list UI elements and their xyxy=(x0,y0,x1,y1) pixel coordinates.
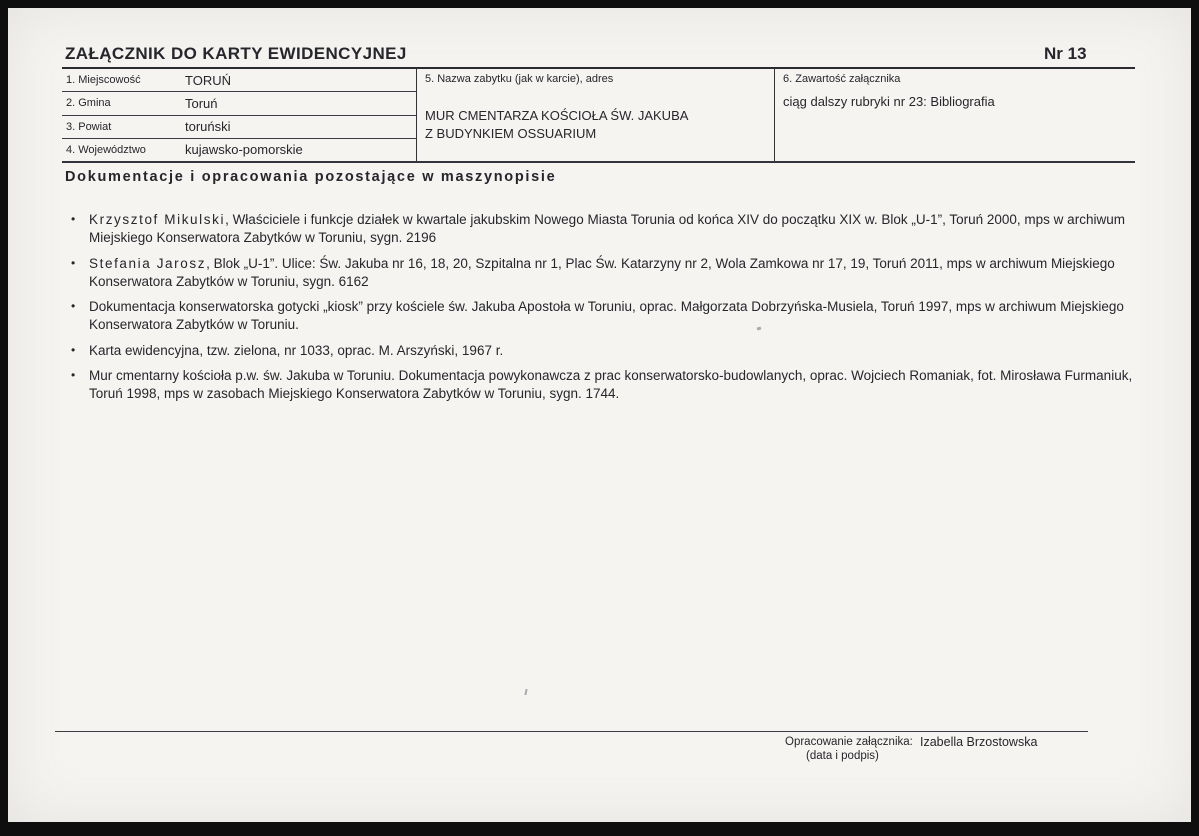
item-text: , Blok „U-1”. Ulice: Św. Jakuba nr 16, 18, 20, Szpitalna nr 1, Plac Św. Katarzyny nr 2, Wola Zamkowa nr 17, 19, Toruń 2011, mps w archiwum Miejskiego Konserwatora Zabytków w Toruniu, sygn. 6162 xyxy=(89,255,1115,289)
field-label: 5. Nazwa zabytku (jak w karcie), adres xyxy=(425,73,614,85)
item-author: Stefania Jarosz xyxy=(89,255,207,271)
field-value: Toruń xyxy=(185,95,218,111)
field-label: 3. Powiat xyxy=(66,120,112,133)
field-attachment-contents xyxy=(775,69,1135,161)
bullet-icon: • xyxy=(71,299,76,313)
item-text: , Właściciele i funkcje działek w kwartale jakubskim Nowego Miasta Torunia od końca XIV do początku XIX w. Blok „U-1”, Toruń 2000, mps w archiwum Miejskiego Konserwatora Zabytków w Toruniu, sygn. 2196 xyxy=(89,212,1125,245)
bibliography-item xyxy=(70,211,1136,247)
bullet-icon: • xyxy=(71,212,76,226)
field-label: 4. Województwo xyxy=(66,143,146,156)
field-value: toruński xyxy=(185,119,231,135)
field-miejscowosc xyxy=(62,69,416,92)
footer-label: Opracowanie załącznika: xyxy=(785,736,913,748)
bibliography-item xyxy=(70,367,1136,403)
form-table xyxy=(62,69,1135,163)
footer-signature: Izabella Brzostowska xyxy=(920,735,1038,749)
document-page xyxy=(8,8,1191,822)
monument-name-line2: Z BUDYNKIEM OSSUARIUM xyxy=(425,125,597,141)
field-wojewodztwo xyxy=(62,139,416,161)
document-number: Nr 13 xyxy=(1044,44,1087,63)
field-powiat xyxy=(62,116,416,139)
attachment-contents-value: ciąg dalszy rubryki nr 23: Bibliografia xyxy=(783,94,995,109)
scan-artifact xyxy=(524,689,527,695)
field-value: kujawsko-pomorskie xyxy=(185,142,303,158)
bullet-icon: • xyxy=(71,342,76,357)
document-title: ZAŁĄCZNIK DO KARTY EWIDENCYJNEJ xyxy=(65,44,407,63)
item-text: Mur cmentarny kościoła p.w. św. Jakuba w Toruniu. Dokumentacja powykonawcza z prac konserwatorsko-budowlanych, oprac. Wojciech Romaniak, fot. Mirosława Furmaniuk, Toruń 1998, mps w zasobach Miejskiego Konserwatora Zabytków w Toruniu, sygn. 1744. xyxy=(89,368,1133,401)
bullet-icon: • xyxy=(71,255,76,270)
bullet-icon: • xyxy=(71,368,76,382)
footer-rule xyxy=(55,731,1088,732)
bibliography-list xyxy=(70,211,1136,411)
field-gmina xyxy=(62,92,416,115)
footer-sublabel: (data i podpis) xyxy=(806,750,879,762)
monument-name-line1: MUR CMENTARZA KOŚCIOŁA ŚW. JAKUBA xyxy=(425,108,689,123)
bibliography-item xyxy=(70,342,1136,360)
item-author: Krzysztof Mikulski xyxy=(89,212,226,227)
bibliography-item xyxy=(70,255,1136,291)
field-label: 2. Gmina xyxy=(66,97,111,110)
field-label: 6. Zawartość załącznika xyxy=(783,73,901,85)
field-label: 1. Miejscowość xyxy=(66,74,141,87)
field-value: TORUŃ xyxy=(185,72,231,88)
monument-name xyxy=(425,107,688,142)
item-text: Dokumentacja konserwatorska gotycki „kiosk” przy kościele św. Jakuba Apostoła w Toruniu, oprac. Małgorzata Dobrzyńska-Musiela, Toruń 1997, mps w archiwum Miejskiego Konserwatora Zabytków w Toruniu. xyxy=(89,299,1124,332)
item-text: Karta ewidencyjna, tzw. zielona, nr 1033, oprac. M. Arszyński, 1967 r. xyxy=(89,342,504,358)
location-fields xyxy=(62,69,417,161)
field-monument-name xyxy=(417,69,775,161)
section-heading: Dokumentacje i opracowania pozostające w maszynopisie xyxy=(65,169,557,185)
bibliography-item xyxy=(70,298,1136,334)
